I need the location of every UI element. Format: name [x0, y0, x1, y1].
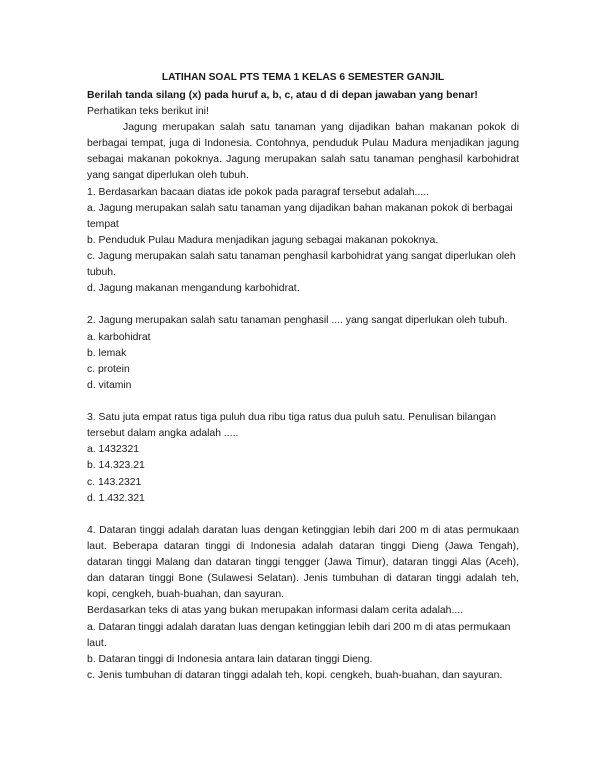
- question-3: [87, 410, 519, 507]
- document-page: [87, 70, 519, 684]
- question-2: [87, 313, 519, 394]
- reading-passage: Jagung merupakan salah satu tanaman yang dijadikan bahan makanan pokok di berbagai tempat, juga di Indonesia. Contohnya, penduduk Pulau Madura menjadikan jagung sebagai makanan pokoknya. Jagung merupakan salah satu tanaman penghasil karbohidrat yang sangat diperlukan oleh tubuh.: [87, 122, 519, 182]
- subquestion-text: Berdasarkan teks di atas yang bukan merupakan informasi dalam cerita adalah....: [87, 605, 464, 617]
- question-text: 4. Dataran tinggi adalah daratan luas dengan ketinggian lebih dari 200 m di atas permukaan laut. Beberapa dataran tinggi di Indonesia adalah dataran tinggi Dieng (Jawa Tengah), dataran tinggi Malang dan dataran tinggi tengger (Jawa Timur), dataran tinggi Alas (Aceh), dan dataran tinggi Bone (Sulawesi Selatan). Jenis tumbuhan di dataran tinggi adalah teh, kopi, cengkeh, buah-buahan, dan sayuran.: [87, 524, 519, 601]
- option-d: d. Jagung makanan mengandung karbohidrat.: [87, 283, 300, 295]
- instruction-text: Berilah tanda silang (x) pada huruf a, b, c, atau d di depan jawaban yang benar!: [87, 89, 478, 101]
- spacer: [87, 394, 519, 410]
- option-c: c. 143.2321: [87, 476, 142, 488]
- option-b: b. Penduduk Pulau Madura menjadikan jagung sebagai makanan pokoknya.: [87, 234, 439, 246]
- option-c: c. protein: [87, 363, 130, 375]
- question-text: 3. Satu juta empat ratus tiga puluh dua ribu tiga ratus dua puluh satu. Penulisan bilangan tersebut dalam angka adalah .....: [87, 412, 496, 440]
- spacer: [87, 507, 519, 523]
- question-1: [87, 185, 519, 298]
- option-b: b. lemak: [87, 347, 127, 359]
- question-text: 1. Berdasarkan bacaan diatas ide pokok pada paragraf tersebut adalah.....: [87, 186, 429, 198]
- option-d: d. 1.432.321: [87, 492, 145, 504]
- option-a: a. karbohidrat: [87, 331, 151, 343]
- option-c: c. Jenis tumbuhan di dataran tinggi adalah teh, kopi. cengkeh, buah-buahan, dan sayuran.: [87, 669, 503, 681]
- question-4: [87, 523, 519, 684]
- option-d: d. vitamin: [87, 379, 132, 391]
- option-a: a. Jagung merupakan salah satu tanaman yang dijadikan bahan makanan pokok di berbagai tempat: [87, 202, 513, 230]
- option-a: a. 1432321: [87, 444, 140, 456]
- option-b: b. 14.323.21: [87, 460, 145, 472]
- option-c: c. Jagung merupakan salah satu tanaman penghasil karbohidrat yang sangat diperlukan oleh tubuh.: [87, 251, 516, 279]
- spacer: [87, 297, 519, 313]
- option-a: a. Dataran tinggi adalah daratan luas dengan ketinggian lebih dari 200 m di atas permukaan laut.: [87, 621, 511, 649]
- document-title: LATIHAN SOAL PTS TEMA 1 KELAS 6 SEMESTER GANJIL: [161, 72, 445, 83]
- question-text: 2. Jagung merupakan salah satu tanaman penghasil .... yang sangat diperlukan oleh tubuh.: [87, 315, 508, 327]
- intro-text: Perhatikan teks berikut ini!: [87, 105, 209, 117]
- option-b: b. Dataran tinggi di Indonesia antara lain dataran tinggi Dieng.: [87, 653, 373, 665]
